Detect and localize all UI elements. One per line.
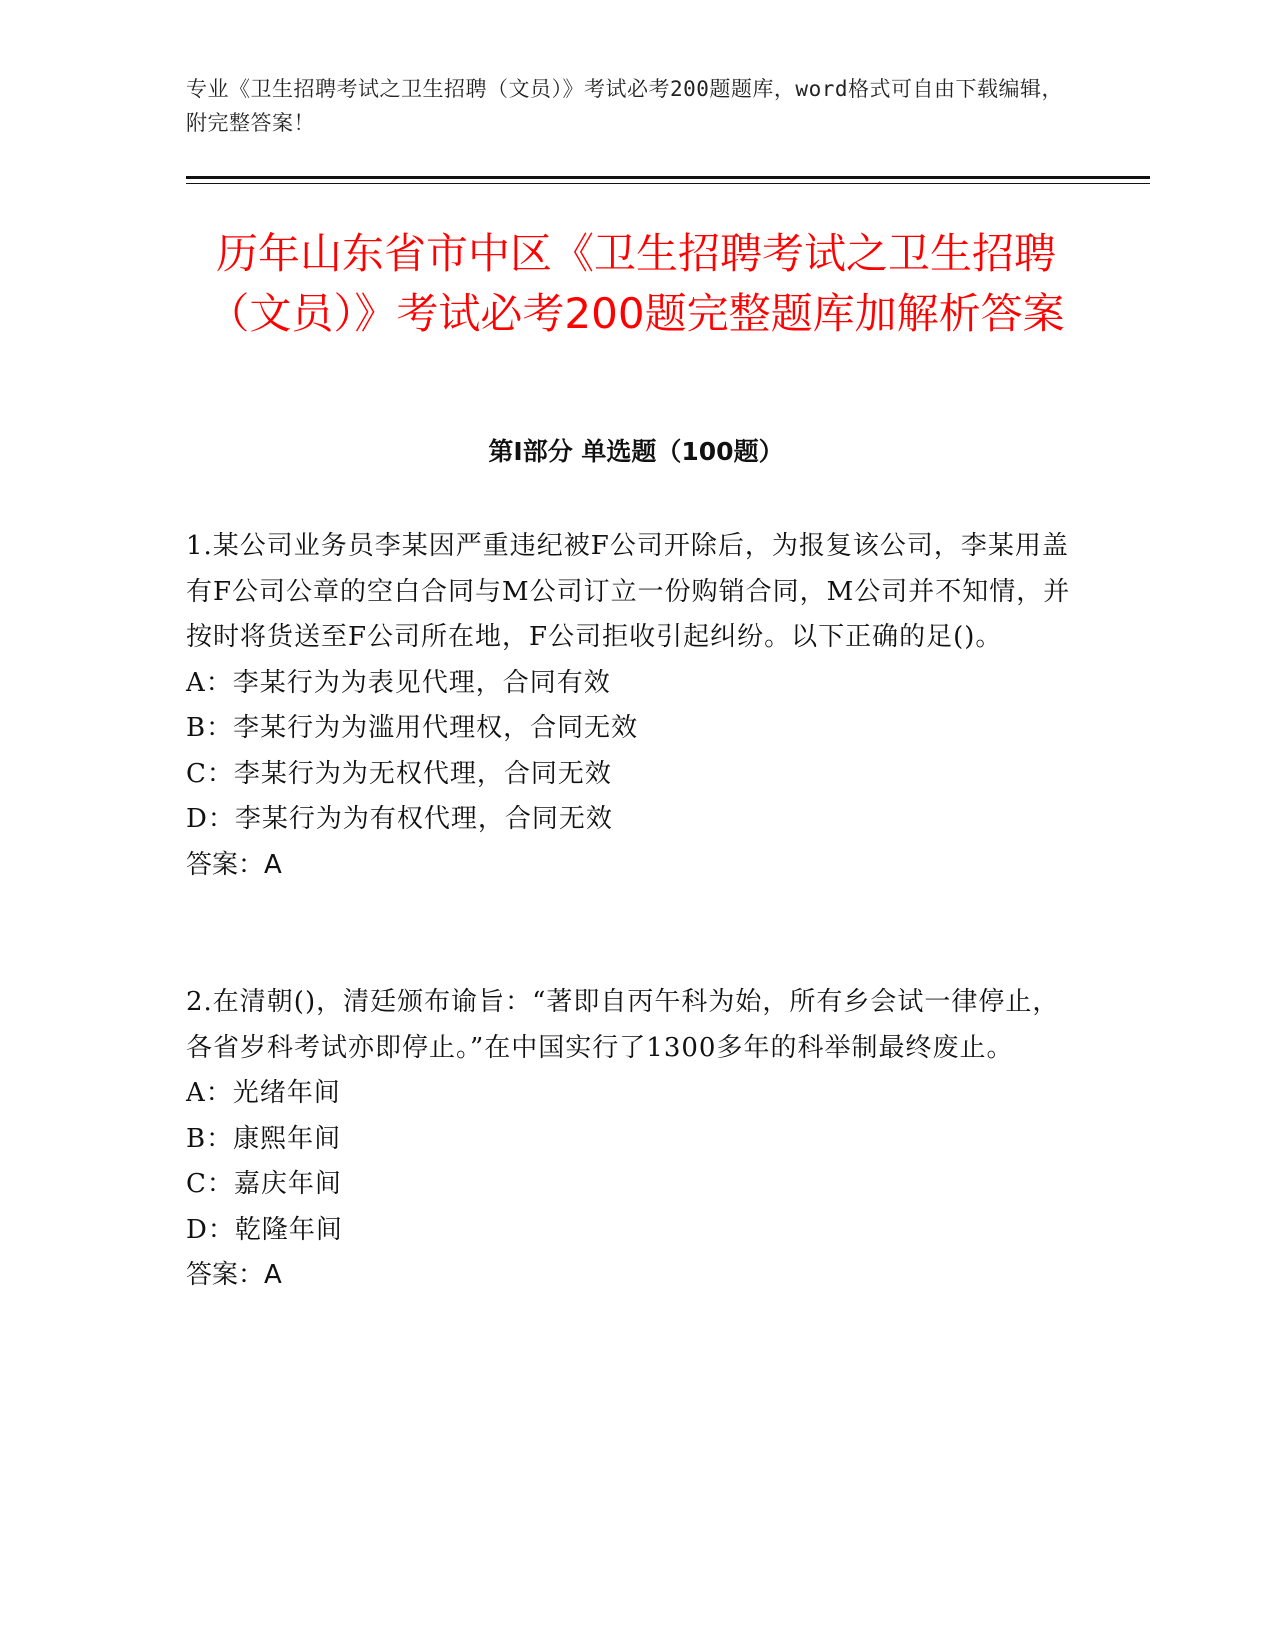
option-a: A：李某行为为表见代理，合同有效 xyxy=(186,667,611,698)
option-c: C：嘉庆年间 xyxy=(186,1169,342,1199)
question-1 xyxy=(186,524,1086,888)
option-d: D：乾隆年间 xyxy=(186,1214,343,1245)
answer-line: 答案：A xyxy=(186,1260,282,1290)
question-stem: 1.某公司业务员李某因严重违纪被F公司开除后，为报复该公司，李某用盖有F公司公章的空白合同与M公司订立一份购销合同，M公司并不知情，并按时将货送至F公司所在地，F公司拒收引起纠纷。以下正确的足()。 xyxy=(186,531,1071,652)
header-rule-thick xyxy=(186,176,1150,179)
option-d: D：李某行为为有权代理，合同无效 xyxy=(186,804,613,834)
question-stem: 2.在清朝()，清廷颁布谕旨：“著即自丙午科为始，所有乡会试一律停止，各省岁科考试亦即停止。”在中国实行了1300多年的科举制最终废止。 xyxy=(186,987,1060,1063)
option-a: A：光绪年间 xyxy=(186,1078,341,1108)
option-b: B：李某行为为滥用代理权，合同无效 xyxy=(186,713,639,743)
document-title: 历年山东省市中区《卫生招聘考试之卫生招聘（文员）》考试必考200题完整题库加解析答案 xyxy=(207,229,1065,338)
question-2 xyxy=(186,980,1086,1299)
section-title: 第Ⅰ部分 单选题（100题） xyxy=(488,437,784,466)
option-b: B：康熙年间 xyxy=(186,1123,342,1154)
header-note: 专业《卫生招聘考试之卫生招聘（文员）》考试必考200题题库，word格式可自由下载编辑，附完整答案！ xyxy=(186,77,1063,135)
header-rule-thin xyxy=(186,183,1150,184)
option-c: C：李某行为为无权代理，合同无效 xyxy=(186,758,612,789)
answer-line: 答案：A xyxy=(186,849,282,880)
